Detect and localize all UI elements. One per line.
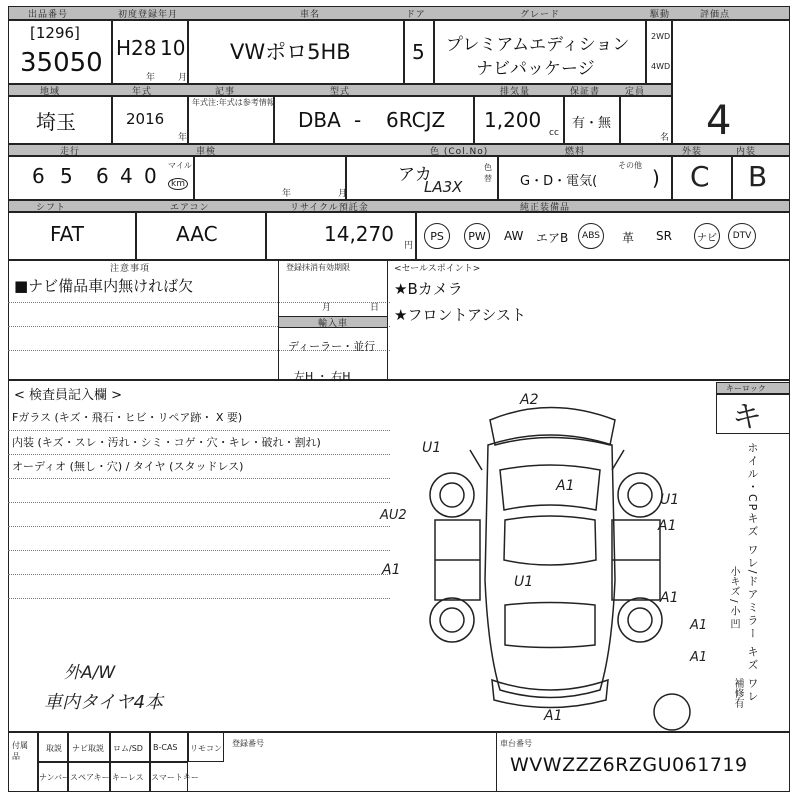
mileage-km-label: km (168, 178, 188, 190)
grade-line-1: プレミアムエディション (446, 35, 630, 55)
acc-rom-sd: ロム/SD (113, 744, 143, 753)
label-chassis: 車台番号 (500, 739, 532, 748)
doors-value: 5 (412, 40, 425, 64)
label-mission: シフト (36, 203, 67, 213)
damage-mark-1: A2 (520, 392, 539, 408)
region-value: 埼玉 (36, 110, 76, 134)
sale-point-2: ★フロントアシスト (394, 306, 526, 324)
import-handle: 左H ・ 右H (294, 370, 351, 383)
equip-sr: SR (656, 229, 672, 243)
interior-grade: B (748, 160, 768, 193)
grade-line-2: ナビパッケージ (476, 59, 595, 79)
displacement-value: 1,200 (484, 108, 542, 132)
shaken-month: 月 (338, 189, 349, 199)
label-aircon: エアコン (170, 203, 210, 213)
damage-mark-7: A1 (544, 708, 563, 724)
regist-limit-month: 月 (322, 303, 333, 313)
mileage-digit-4: 4 (120, 164, 133, 188)
mileage-digit-2: 5 (60, 164, 73, 188)
damage-mark-8: AU2 (380, 508, 407, 523)
color-code: LA3X (424, 178, 463, 196)
capacity-mark: 名 (660, 133, 671, 143)
model-year-value: 2016 (126, 110, 165, 128)
damage-mark-11: A1 (690, 618, 708, 633)
car-name-value: VWポロ5HB (230, 40, 351, 64)
first-reg-era: H28 (116, 36, 157, 60)
model-year-mark: 年 (178, 133, 189, 143)
label-import: 輸入車 (318, 319, 349, 329)
equip-dtv: DTV (728, 223, 756, 249)
acc-number-plate: ナンバー (39, 773, 71, 782)
label-shaken: 車検 (196, 147, 217, 157)
damage-mark-12: A1 (690, 650, 708, 665)
first-reg-month: 10 (160, 36, 186, 60)
label-doors: ドア (406, 10, 426, 20)
chassis-number: WVWZZZ6RZGU061719 (510, 754, 748, 776)
mileage-digit-1: 6 (32, 164, 45, 188)
notes-text: ■ナビ備品車内無ければ欠 (14, 277, 194, 295)
acc-navi-manual: ナビ取説 (72, 744, 104, 753)
label-sale-point: <セールスポイント> (394, 264, 481, 274)
fuel-close: ) (652, 166, 660, 190)
score-value: 4 (706, 98, 732, 144)
damage-mark-9: A1 (382, 562, 401, 578)
shaken-year: 年 (282, 189, 293, 199)
equip-aw: AW (504, 229, 524, 243)
accessory-label: 付属品 (12, 741, 28, 761)
acc-smart-key: スマートキー (151, 773, 199, 782)
label-recycle: リサイクル預託金 (290, 203, 369, 213)
damage-mark-3: A1 (556, 478, 575, 494)
cc-mark: cc (549, 128, 559, 138)
fuel-other: その他 (618, 161, 642, 170)
label-lot-no: 出品番号 (28, 10, 69, 20)
damage-mark-4: A1 (658, 518, 677, 534)
label-grade: グレード (520, 10, 561, 20)
drive-2wd: 2WD (651, 32, 671, 41)
label-model: 型式 (330, 87, 351, 97)
acc-remote: リモコン (190, 744, 222, 753)
damage-mark-2: U1 (422, 440, 442, 456)
exterior-grade: C (690, 160, 710, 193)
color-name: アカ (398, 165, 432, 185)
drive-4wd: 4WD (651, 62, 671, 71)
damage-mark-6: U1 (660, 492, 680, 508)
mission-value: FAT (50, 222, 85, 246)
damage-mark-10: U1 (514, 574, 534, 590)
fuel-options: G・D・電気( (520, 174, 598, 189)
equip-leather: 革 (622, 231, 635, 245)
color-change-note: 色替 (484, 163, 492, 183)
label-first-reg: 初度登録年月 (118, 10, 179, 20)
label-kiji: 記事 (215, 87, 236, 97)
mileage-mile-label: マイル (168, 161, 192, 170)
label-exterior: 外装 (682, 147, 703, 157)
key-mark: キ (732, 400, 762, 435)
label-capacity: 定員 (625, 87, 646, 97)
warranty-value: 有・無 (572, 116, 612, 131)
label-warranty: 保証書 (570, 87, 601, 97)
aircon-value: AAC (176, 222, 218, 246)
label-registration: 登録番号 (232, 739, 264, 748)
label-key: キーロック (726, 384, 766, 393)
lot-bracket: [1296] (30, 24, 80, 42)
inspector-title: < 検査員記入欄 > (14, 388, 123, 403)
label-interior: 内装 (736, 147, 757, 157)
lot-number: 35050 (20, 48, 103, 78)
label-car-name: 車名 (300, 10, 321, 20)
label-drive: 駆動 (650, 10, 671, 20)
model-prefix: DBA (298, 108, 341, 132)
yen-mark: 円 (404, 241, 414, 251)
side-note: ホイル・CPキズ ワレ/ドアミラー キズ ワレ (746, 442, 759, 704)
mileage-digit-5: 0 (144, 164, 157, 188)
regist-note: 年式注:年式は参考情報 (192, 98, 275, 107)
sale-point-1: ★Bカメラ (394, 280, 463, 298)
import-type: ディーラー・並行 (288, 340, 376, 353)
model-dash: - (354, 108, 362, 132)
acc-manual: 取説 (46, 744, 62, 753)
label-score: 評価点 (700, 10, 731, 20)
acc-keyless: キーレス (112, 773, 144, 782)
recycle-value: 14,270 (324, 222, 394, 246)
label-model-year: 年式 (132, 87, 153, 97)
label-mileage: 走行 (60, 147, 81, 157)
equip-pw: PW (464, 223, 490, 249)
first-reg-year-mark: 年 (146, 73, 157, 83)
regist-limit-day: 日 (370, 303, 381, 313)
label-notes: 注意事項 (110, 264, 151, 274)
inspector-line-1: Fガラス (キズ・飛石・ヒビ・リペア跡・ X 要) (12, 411, 243, 424)
handwritten-note-2: 車内タイヤ4本 (44, 692, 164, 713)
label-fuel: 燃料 (565, 147, 586, 157)
inspector-line-2: 内装 (キズ・スレ・汚れ・シミ・コゲ・穴・キレ・破れ・割れ) (12, 436, 321, 449)
label-displacement: 排気量 (500, 87, 531, 97)
first-reg-month-mark: 月 (178, 73, 189, 83)
mileage-digit-3: 6 (96, 164, 109, 188)
acc-spare-key: スペアキー (70, 773, 110, 782)
acc-bcas: B-CAS (153, 743, 178, 752)
label-equipment: 純正装備品 (520, 203, 571, 213)
damage-mark-5: A1 (660, 590, 679, 606)
label-region: 地域 (40, 87, 61, 97)
handwritten-note-1: 外A/W (64, 663, 116, 683)
label-regist-limit: 登録抹消有効期限 (286, 263, 350, 272)
side-note-2: 小キズ / 小 凹 (728, 566, 739, 629)
label-color: 色 (Col.No) (430, 147, 489, 157)
model-code: 6RCJZ (386, 108, 446, 132)
equip-navi: ナビ (694, 223, 720, 249)
side-note-3: 補修有 (732, 678, 743, 708)
equip-abs: ABS (578, 223, 604, 249)
inspector-line-3: オーディオ (無し・穴) / タイヤ (スタッドレス) (12, 460, 244, 473)
equip-ps: PS (424, 223, 450, 249)
equip-airbag: エアB (536, 231, 569, 245)
